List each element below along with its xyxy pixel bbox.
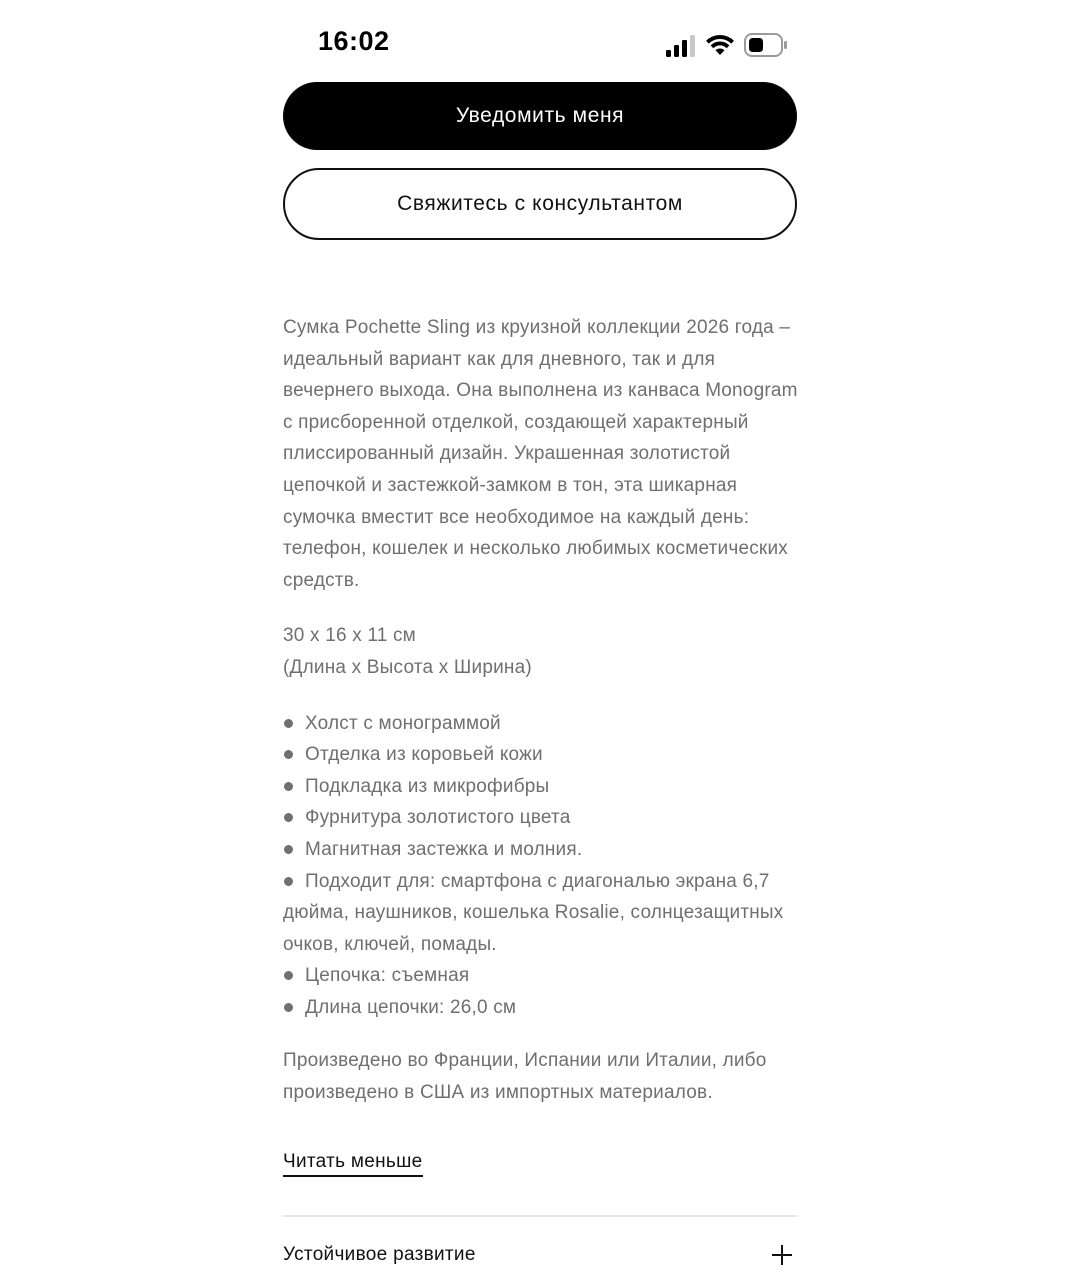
contact-consultant-button[interactable]: Свяжитесь с консультантом xyxy=(283,168,797,240)
dimensions-caption: (Длина x Высота x Ширина) xyxy=(283,656,532,678)
feature-item: Длина цепочки: 26,0 см xyxy=(283,992,803,1024)
feature-item: Магнитная застежка и молния. xyxy=(283,834,803,866)
status-time: 16:02 xyxy=(318,26,390,56)
feature-item: Отделка из коровьей кожи xyxy=(283,739,803,771)
dimensions-value: 30 x 16 x 11 см xyxy=(283,625,416,647)
accordion-title: Устойчивое развитие xyxy=(283,1244,476,1265)
cellular-signal-icon xyxy=(666,35,696,57)
feature-item: Цепочка: съемная xyxy=(283,960,803,992)
battery-icon xyxy=(744,33,788,57)
status-icons xyxy=(666,30,790,58)
product-origin: Произведено во Франции, Испании или Италии, либо произведено в США из импортных материалов. xyxy=(283,1050,767,1104)
sustainability-accordion[interactable] xyxy=(283,1236,797,1274)
notify-me-button[interactable]: Уведомить меня xyxy=(283,82,797,150)
wifi-icon xyxy=(706,34,734,56)
section-divider xyxy=(283,1215,797,1217)
feature-list xyxy=(283,708,803,1024)
read-less-link[interactable]: Читать меньше xyxy=(283,1150,423,1177)
feature-item: Фурнитура золотистого цвета xyxy=(283,802,803,834)
status-bar xyxy=(0,0,1080,88)
feature-item: Холст с монограммой xyxy=(283,708,803,740)
plus-icon[interactable] xyxy=(771,1244,793,1266)
feature-item: Подкладка из микрофибры xyxy=(283,771,803,803)
product-description: Сумка Pochette Sling из круизной коллекции 2026 года – идеальный вариант как для дневного, так и для вечернего выхода. Она выполнена из канваса Monogram с присборенной отделкой, создающей характерный плиссированный дизайн. Украшенная золотистой цепочкой и застежкой-замком в тон, эта шикарная сумочка вместит все необходимое на каждый день: телефон, кошелек и несколько любимых косметических средств. xyxy=(283,317,798,591)
feature-item: Подходит для: смартфона с диагональю экрана 6,7 дюйма, наушников, кошелька Rosalie, солнцезащитных очков, ключей, помады. xyxy=(283,866,803,961)
product-details xyxy=(283,312,803,1109)
product-dimensions xyxy=(283,620,803,683)
